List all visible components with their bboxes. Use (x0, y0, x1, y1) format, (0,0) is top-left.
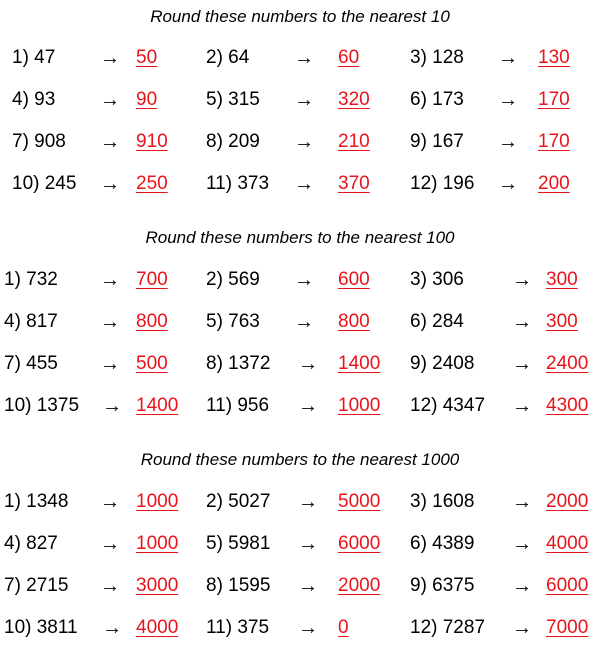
exercise-label: 8) 1595 (206, 575, 271, 596)
exercise-label: 5) 763 (206, 311, 260, 332)
section-title: Round these numbers to the nearest 1000 (140, 450, 460, 469)
arrow-icon: → (512, 311, 532, 333)
exercise-answer: 600 (338, 269, 370, 290)
exercise-label: 8) 1372 (206, 353, 271, 374)
arrow-icon: → (100, 173, 120, 195)
exercise-label: 5) 315 (206, 89, 260, 110)
exercise-answer: 320 (338, 89, 370, 110)
arrow-icon: → (512, 575, 532, 597)
arrow-icon: → (294, 89, 314, 111)
arrow-icon: → (298, 533, 318, 555)
arrow-icon: → (498, 173, 518, 195)
exercise-label: 8) 209 (206, 131, 260, 152)
section-title: Round these numbers to the nearest 100 (145, 228, 455, 247)
exercise-label: 3) 128 (410, 47, 464, 68)
arrow-icon: → (298, 491, 318, 513)
exercise-label: 4) 93 (12, 89, 56, 110)
exercise-answer: 6000 (338, 533, 381, 554)
exercise-answer: 370 (338, 173, 370, 194)
exercise-answer: 5000 (338, 491, 381, 512)
exercise-answer: 7000 (546, 617, 589, 638)
arrow-icon: → (512, 491, 532, 513)
exercise-answer: 1400 (338, 353, 381, 374)
exercise-answer: 910 (136, 131, 168, 152)
exercise-answer: 1400 (136, 395, 179, 416)
arrow-icon: → (100, 47, 120, 69)
exercise-label: 6) 4389 (410, 533, 475, 554)
arrow-icon: → (100, 89, 120, 111)
exercise-label: 2) 5027 (206, 491, 271, 512)
arrow-icon: → (512, 533, 532, 555)
exercise-answer: 130 (538, 47, 570, 68)
exercise-label: 1) 732 (4, 269, 58, 290)
exercise-answer: 250 (136, 173, 168, 194)
exercise-label: 1) 47 (12, 47, 56, 68)
arrow-icon: → (512, 617, 532, 639)
exercise-answer: 170 (538, 131, 570, 152)
exercise-answer: 800 (136, 311, 168, 332)
exercise-label: 11) 375 (206, 617, 270, 638)
arrow-icon: → (294, 311, 314, 333)
exercise-label: 10) 3811 (4, 617, 78, 638)
arrow-icon: → (100, 491, 120, 513)
arrow-icon: → (294, 269, 314, 291)
exercise-answer: 4000 (546, 533, 589, 554)
exercise-answer: 1000 (136, 491, 179, 512)
exercise-answer: 2400 (546, 353, 589, 374)
exercise-label: 9) 167 (410, 131, 464, 152)
exercise-label: 12) 4347 (410, 395, 486, 416)
exercise-label: 7) 2715 (4, 575, 69, 596)
exercise-answer: 3000 (136, 575, 179, 596)
arrow-icon: → (498, 131, 518, 153)
exercise-label: 2) 569 (206, 269, 260, 290)
arrow-icon: → (100, 533, 120, 555)
arrow-icon: → (298, 353, 318, 375)
exercise-answer: 6000 (546, 575, 589, 596)
exercise-label: 6) 173 (410, 89, 464, 110)
arrow-icon: → (298, 395, 318, 417)
exercise-label: 10) 1375 (4, 395, 80, 416)
exercise-label: 12) 196 (410, 173, 475, 194)
exercise-answer: 200 (538, 173, 570, 194)
arrow-icon: → (512, 395, 532, 417)
arrow-icon: → (102, 617, 122, 639)
exercise-answer: 60 (338, 47, 360, 68)
exercise-answer: 90 (136, 89, 158, 110)
exercise-answer: 2000 (546, 491, 589, 512)
exercise-answer: 300 (546, 269, 578, 290)
exercise-label: 11) 373 (206, 173, 270, 194)
arrow-icon: → (294, 131, 314, 153)
exercise-label: 10) 245 (12, 173, 77, 194)
exercise-answer: 0 (338, 617, 349, 638)
arrow-icon: → (498, 47, 518, 69)
exercise-label: 7) 455 (4, 353, 58, 374)
arrow-icon: → (100, 269, 120, 291)
arrow-icon: → (294, 47, 314, 69)
exercise-label: 2) 64 (206, 47, 250, 68)
arrow-icon: → (498, 89, 518, 111)
section-title: Round these numbers to the nearest 10 (150, 7, 450, 26)
exercise-label: 3) 1608 (410, 491, 475, 512)
exercise-answer: 50 (136, 47, 158, 68)
exercise-label: 12) 7287 (410, 617, 486, 638)
exercise-answer: 2000 (338, 575, 381, 596)
arrow-icon: → (100, 575, 120, 597)
exercise-answer: 4300 (546, 395, 589, 416)
exercise-label: 4) 827 (4, 533, 58, 554)
exercise-answer: 4000 (136, 617, 179, 638)
arrow-icon: → (100, 131, 120, 153)
exercise-answer: 1000 (136, 533, 179, 554)
exercise-label: 7) 908 (12, 131, 66, 152)
arrow-icon: → (100, 311, 120, 333)
exercise-label: 5) 5981 (206, 533, 271, 554)
exercise-label: 6) 284 (410, 311, 464, 332)
exercise-answer: 700 (136, 269, 168, 290)
exercise-answer: 500 (136, 353, 168, 374)
exercise-answer: 210 (338, 131, 370, 152)
arrow-icon: → (100, 353, 120, 375)
arrow-icon: → (294, 173, 314, 195)
exercise-label: 9) 6375 (410, 575, 475, 596)
arrow-icon: → (512, 353, 532, 375)
exercise-label: 3) 306 (410, 269, 464, 290)
exercise-answer: 800 (338, 311, 370, 332)
exercise-label: 11) 956 (206, 395, 270, 416)
exercise-label: 1) 1348 (4, 491, 69, 512)
exercise-answer: 300 (546, 311, 578, 332)
exercise-answer: 1000 (338, 395, 381, 416)
exercise-answer: 170 (538, 89, 570, 110)
exercise-label: 9) 2408 (410, 353, 475, 374)
arrow-icon: → (512, 269, 532, 291)
exercise-label: 4) 817 (4, 311, 58, 332)
arrow-icon: → (298, 575, 318, 597)
arrow-icon: → (102, 395, 122, 417)
arrow-icon: → (298, 617, 318, 639)
